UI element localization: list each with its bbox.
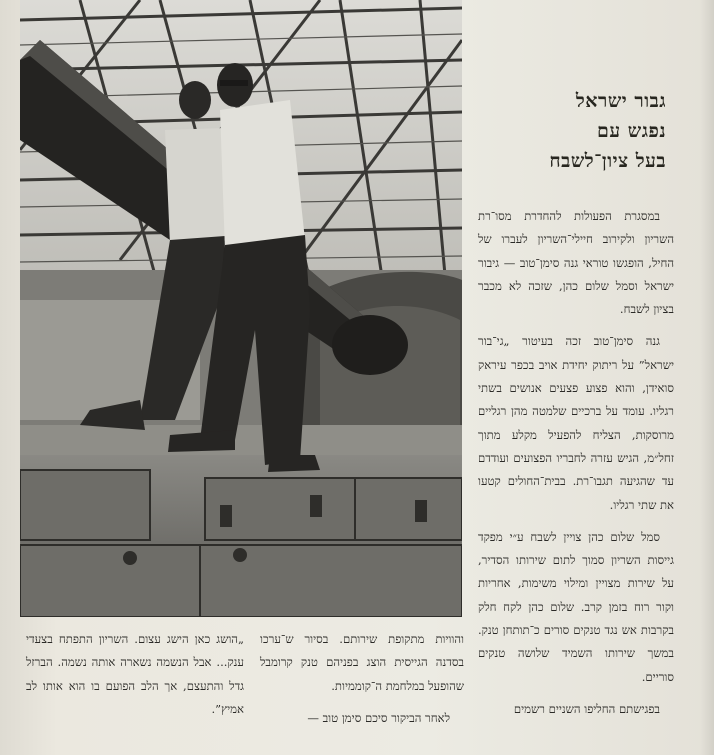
- article-paragraph: בפגישתם החליפו השניים רשמים: [513, 701, 660, 716]
- article-column-middle: [260, 628, 464, 739]
- headline: [466, 86, 666, 176]
- page-fold-shadow: [700, 0, 714, 755]
- article-paragraph: סמל שלום כהן צויין לשבח ע״י מפקד גייסות השריון סמוך לתום שירותו הסדיר, על שירות מצויין ומילוי משימות, אחריות וקור רוח בזמן קרב. שלום כהן לקח חלק בקרבות אש נגד טנקים סורים כ־תותחן טנק. במשך שירותו השמיד שלושה טנקים סוריים.: [478, 529, 674, 684]
- headline-line-3: בעל ציון־לשבח: [549, 150, 666, 172]
- tank-workshop-photo: [20, 0, 462, 617]
- article-paragraph: והוויות מתקופת שירותם. בסיור ש־ערכו בסדנה הגייסית הוצג בפניהם טנק קרומבל שהופעל במלחמת ה־קוממיות.: [260, 632, 464, 693]
- article-column-left: [26, 628, 244, 730]
- article-paragraph: במסגרת הפעולות להחדרת מסו־רת השריון ולקירוב חיילי־השריון לעברו של החיל, הופגשו טוראי גנה סימן־טוב — גיבור ישראל וסמל שלום כהן, שזכה לא מכבר בציון לשבח.: [478, 209, 674, 317]
- article-quote: „הושג כאן הישג עצום. השריון התפתח בצעדי ענק... אבל הנשמה נשארה אותה נשמה. הברזל גדל והתעצם, אך הלב הפועם בו הוא אותו לב אמיץ”.: [26, 632, 244, 716]
- headline-line-2: נפגש עם: [597, 120, 666, 142]
- article-paragraph: לאחר הביקור סיכם סימן טוב —: [307, 710, 450, 725]
- article-column-main: [478, 205, 674, 730]
- headline-line-1: גבור ישראל: [575, 90, 666, 112]
- article-paragraph: גנה סימן־טוב זכה בעיטור „גי־בור ישראל” על ריתוק יחידת אויב בכפר עיראק סואידן, והוא פצוע פצעים אנושים בשתי רגליו. עומד על ברכיים שלמטה מהן רגליים מרוסקות, הצליח להפעיל מקלע מתוך זחל״מ, הגיש עזרה לחבריו הפצועים ועודדם עד שהגיעה תגבו־רת. בבית־החולים קטעו את שתי רגליו.: [478, 334, 674, 512]
